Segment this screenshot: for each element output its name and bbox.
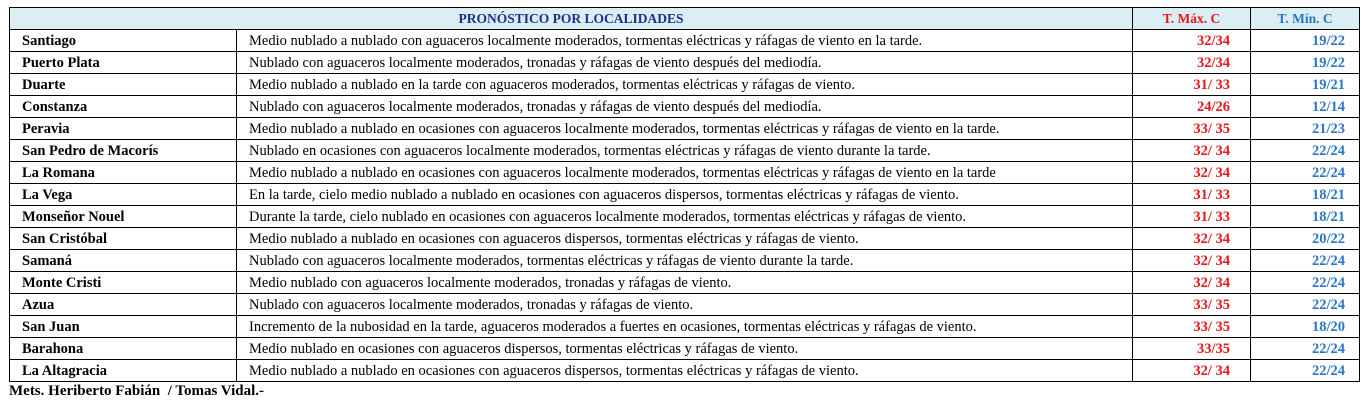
tmax-cell: 32/ 34	[1133, 228, 1251, 250]
location-cell: San Cristóbal	[10, 228, 237, 250]
forecast-table	[9, 7, 1360, 382]
location-cell: La Romana	[10, 162, 237, 184]
tmax-cell: 32/ 34	[1133, 250, 1251, 272]
description-cell: Medio nublado a nublado en ocasiones con aguaceros dispersos, tormentas eléctricas y ráfagas de viento.	[237, 228, 1133, 250]
table-row	[10, 30, 1360, 52]
table-row	[10, 140, 1360, 162]
tmin-cell: 22/24	[1251, 272, 1360, 294]
table-row	[10, 74, 1360, 96]
tmin-cell: 19/22	[1251, 30, 1360, 52]
tmax-cell: 32/ 34	[1133, 360, 1251, 382]
tmax-cell: 31/ 33	[1133, 206, 1251, 228]
signature: Mets. Heriberto Fabián / Tomas Vidal.-	[9, 383, 264, 399]
tmin-header: T. Mín. C	[1251, 8, 1360, 30]
description-cell: Medio nublado a nublado en ocasiones con aguaceros localmente moderados, tormentas eléctricas y ráfagas de viento en la tarde.	[237, 118, 1133, 140]
table-row	[10, 162, 1360, 184]
tmin-cell: 19/21	[1251, 74, 1360, 96]
location-cell: Barahona	[10, 338, 237, 360]
location-cell: Constanza	[10, 96, 237, 118]
description-cell: Durante la tarde, cielo nublado en ocasiones con aguaceros localmente moderados, tormentas eléctricas y ráfagas de viento.	[237, 206, 1133, 228]
tmin-cell: 22/24	[1251, 250, 1360, 272]
tmin-cell: 18/20	[1251, 316, 1360, 338]
tmax-cell: 31/ 33	[1133, 184, 1251, 206]
tmax-cell: 33/ 35	[1133, 316, 1251, 338]
tmax-cell: 32/ 34	[1133, 162, 1251, 184]
description-cell: Medio nublado a nublado en ocasiones con aguaceros dispersos, tormentas eléctricas y ráfagas de viento.	[237, 360, 1133, 382]
tmax-cell: 24/26	[1133, 96, 1251, 118]
location-cell: Monseñor Nouel	[10, 206, 237, 228]
table-header-row	[10, 8, 1360, 30]
forecast-table-container	[9, 7, 1360, 382]
tmin-cell: 19/22	[1251, 52, 1360, 74]
description-cell: Medio nublado en ocasiones con aguaceros dispersos, tormentas eléctricas y ráfagas de viento.	[237, 338, 1133, 360]
location-cell: La Altagracia	[10, 360, 237, 382]
description-cell: Medio nublado a nublado en ocasiones con aguaceros localmente moderados, tormentas eléctricas y ráfagas de viento en la tarde	[237, 162, 1133, 184]
table-row	[10, 360, 1360, 382]
tmin-cell: 18/21	[1251, 184, 1360, 206]
location-cell: La Vega	[10, 184, 237, 206]
description-cell: Nublado con aguaceros localmente moderados, tronadas y ráfagas de viento después del mediodía.	[237, 96, 1133, 118]
tmin-cell: 18/21	[1251, 206, 1360, 228]
tmin-cell: 22/24	[1251, 162, 1360, 184]
tmin-cell: 22/24	[1251, 294, 1360, 316]
location-cell: Puerto Plata	[10, 52, 237, 74]
location-cell: San Juan	[10, 316, 237, 338]
table-row	[10, 294, 1360, 316]
tmax-cell: 33/35	[1133, 338, 1251, 360]
tmax-header: T. Máx. C	[1133, 8, 1251, 30]
location-cell: Samaná	[10, 250, 237, 272]
tmin-cell: 12/14	[1251, 96, 1360, 118]
table-row	[10, 184, 1360, 206]
table-row	[10, 338, 1360, 360]
description-cell: En la tarde, cielo medio nublado a nublado en ocasiones con aguaceros dispersos, tormentas eléctricas y ráfagas de viento.	[237, 184, 1133, 206]
location-cell: Monte Cristi	[10, 272, 237, 294]
description-cell: Medio nublado a nublado con aguaceros localmente moderados, tormentas eléctricas y ráfagas de viento en la tarde.	[237, 30, 1133, 52]
location-cell: San Pedro de Macorís	[10, 140, 237, 162]
description-cell: Medio nublado con aguaceros localmente moderados, tronadas y ráfagas de viento.	[237, 272, 1133, 294]
tmax-cell: 31/ 33	[1133, 74, 1251, 96]
tmax-cell: 33/ 35	[1133, 118, 1251, 140]
description-cell: Nublado en ocasiones con aguaceros localmente moderados, tormentas eléctricas y ráfagas de viento durante la tarde.	[237, 140, 1133, 162]
tmin-cell: 22/24	[1251, 360, 1360, 382]
location-cell: Peravia	[10, 118, 237, 140]
table-row	[10, 316, 1360, 338]
description-cell: Nublado con aguaceros localmente moderados, tormentas eléctricas y ráfagas de viento durante la tarde.	[237, 250, 1133, 272]
description-cell: Nublado con aguaceros localmente moderados, tronadas y ráfagas de viento después del mediodía.	[237, 52, 1133, 74]
tmax-cell: 32/34	[1133, 30, 1251, 52]
table-body	[10, 30, 1360, 382]
table-row	[10, 52, 1360, 74]
table-row	[10, 228, 1360, 250]
description-cell: Incremento de la nubosidad en la tarde, aguaceros moderados a fuertes en ocasiones, tormentas eléctricas y ráfagas de viento.	[237, 316, 1133, 338]
tmin-cell: 20/22	[1251, 228, 1360, 250]
tmax-cell: 32/34	[1133, 52, 1251, 74]
table-row	[10, 250, 1360, 272]
description-cell: Nublado con aguaceros localmente moderados, tronadas y ráfagas de viento.	[237, 294, 1133, 316]
table-row	[10, 206, 1360, 228]
tmin-cell: 21/23	[1251, 118, 1360, 140]
table-row	[10, 118, 1360, 140]
tmin-cell: 22/24	[1251, 338, 1360, 360]
tmax-cell: 33/ 35	[1133, 294, 1251, 316]
location-cell: Azua	[10, 294, 237, 316]
description-cell: Medio nublado a nublado en la tarde con aguaceros moderados, tormentas eléctricas y ráfagas de viento.	[237, 74, 1133, 96]
tmax-cell: 32/ 34	[1133, 140, 1251, 162]
location-cell: Duarte	[10, 74, 237, 96]
table-title: PRONÓSTICO POR LOCALIDADES	[10, 8, 1133, 30]
tmin-cell: 22/24	[1251, 140, 1360, 162]
table-row	[10, 96, 1360, 118]
table-row	[10, 272, 1360, 294]
location-cell: Santiago	[10, 30, 237, 52]
tmax-cell: 32/ 34	[1133, 272, 1251, 294]
